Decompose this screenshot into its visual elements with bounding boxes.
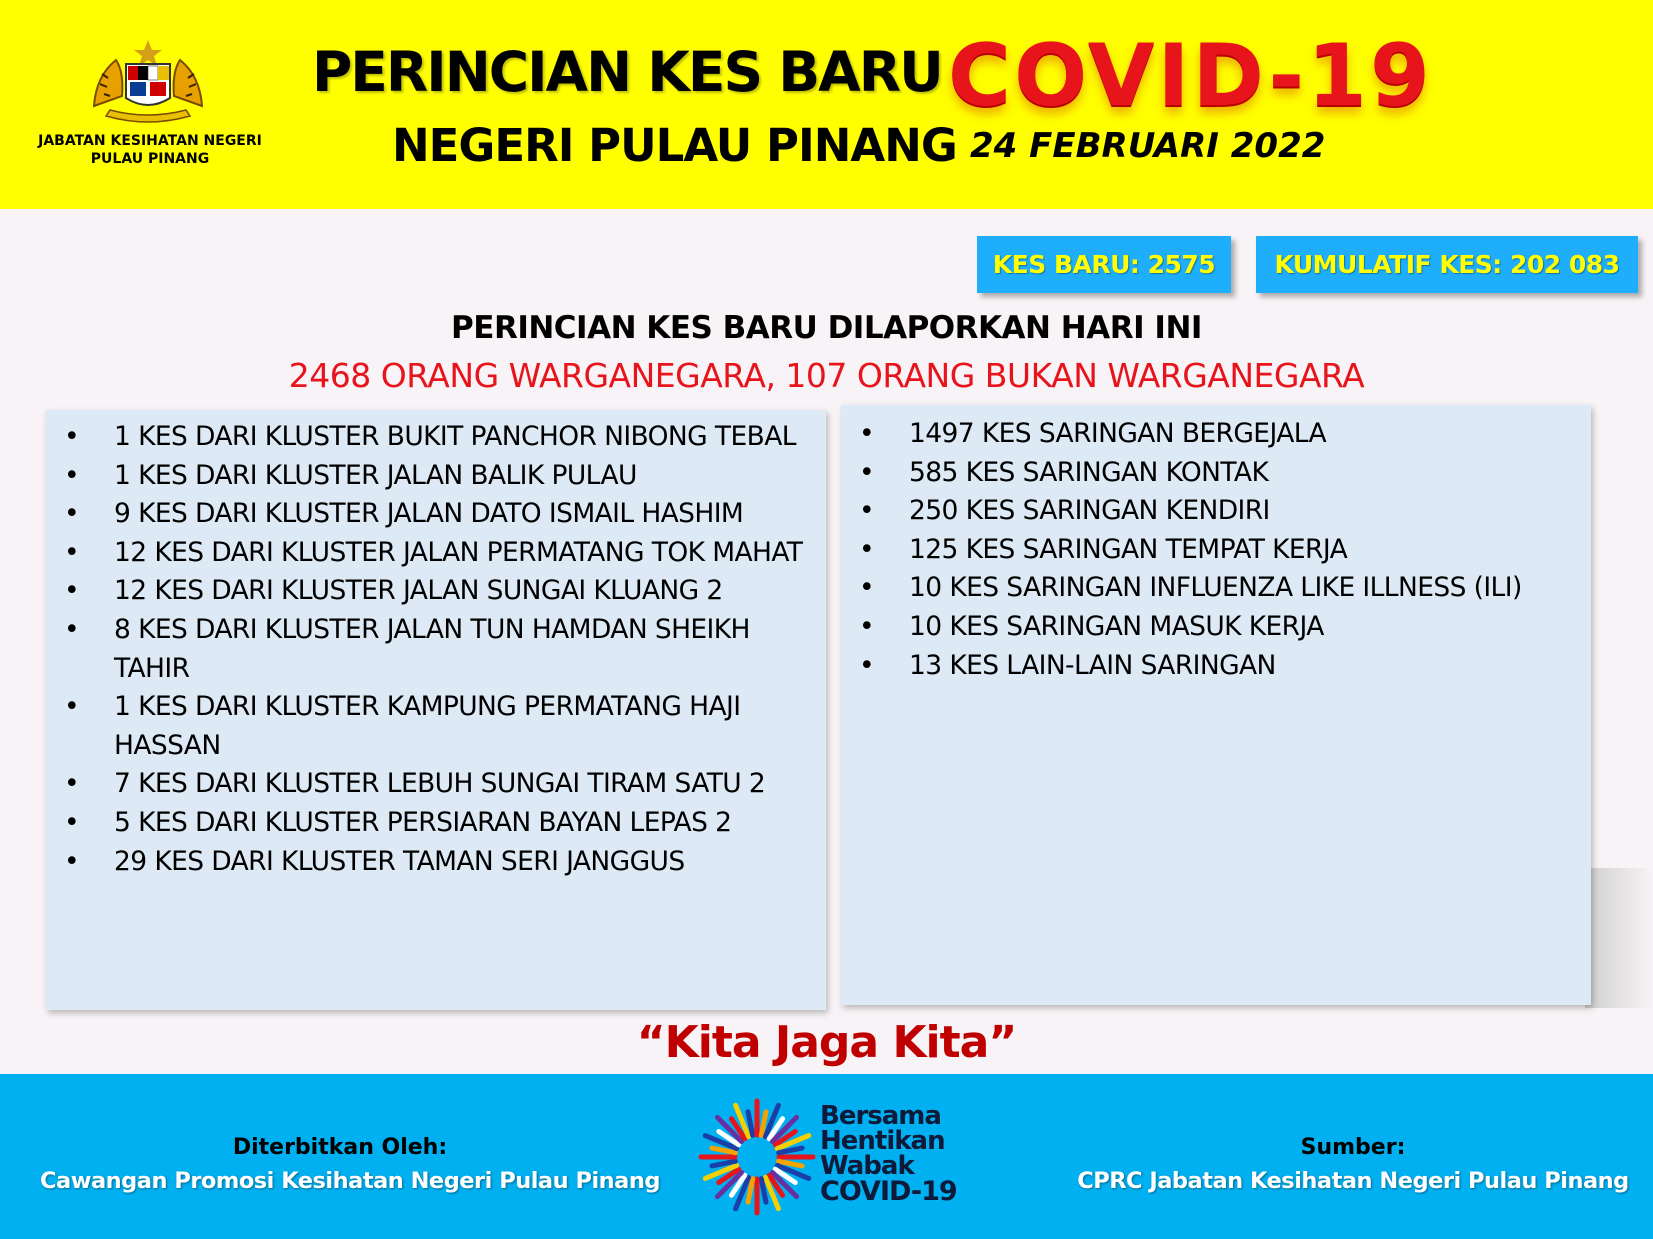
page-title: PERINCIAN KES BARU bbox=[312, 40, 942, 104]
list-item: • 585 KES SARINGAN KONTAK bbox=[909, 454, 1599, 493]
list-item: • 5 KES DARI KLUSTER PERSIARAN BAYAN LEPAS 2 bbox=[114, 804, 814, 843]
list-item: • 9 KES DARI KLUSTER JALAN DATO ISMAIL HASHIM bbox=[114, 495, 814, 534]
list-item: • 10 KES SARINGAN MASUK KERJA bbox=[909, 608, 1599, 647]
list-item: • 12 KES DARI KLUSTER JALAN PERMATANG TOK MAHAT bbox=[114, 534, 814, 573]
campaign-slogan bbox=[820, 1101, 957, 1207]
section-heading: PERINCIAN KES BARU DILAPORKAN HARI INI bbox=[451, 310, 1202, 346]
cumulative-cases-badge: KUMULATIF KES: 202 083 bbox=[1256, 236, 1638, 293]
list-item: • 10 KES SARINGAN INFLUENZA LIKE ILLNESS (ILI) bbox=[909, 569, 1599, 608]
state-title: NEGERI PULAU PINANG bbox=[392, 119, 957, 172]
report-date: 24 FEBRUARI 2022 bbox=[970, 126, 1326, 166]
header-banner bbox=[0, 0, 1653, 209]
cluster-list bbox=[114, 418, 814, 881]
department-name: JABATAN KESIHATAN NEGERI PULAU PINANG bbox=[38, 133, 262, 167]
list-item: • 7 KES DARI KLUSTER LEBUH SUNGAI TIRAM SATU 2 bbox=[114, 765, 814, 804]
covid-title: COVID-19 bbox=[948, 26, 1433, 126]
campaign-line: Bersama bbox=[820, 1101, 941, 1131]
slogan: “Kita Jaga Kita” bbox=[636, 1017, 1017, 1068]
list-item: • 13 KES LAIN-LAIN SARINGAN bbox=[909, 647, 1599, 686]
publisher-name: Cawangan Promosi Kesihatan Negeri Pulau Pinang bbox=[40, 1168, 660, 1194]
list-item: • 12 KES DARI KLUSTER JALAN SUNGAI KLUANG 2 bbox=[114, 572, 814, 611]
campaign-line: COVID-19 bbox=[820, 1176, 957, 1207]
list-item: • 8 KES DARI KLUSTER JALAN TUN HAMDAN SHEIKH TAHIR bbox=[114, 611, 814, 688]
campaign-line: Wabak bbox=[820, 1151, 914, 1181]
list-item: • 1 KES DARI KLUSTER BUKIT PANCHOR NIBONG TEBAL bbox=[114, 418, 814, 457]
campaign-burst-icon bbox=[698, 1098, 816, 1216]
campaign-line: Hentikan bbox=[820, 1126, 945, 1156]
decorative-shadow bbox=[1585, 868, 1653, 1008]
citizenship-breakdown: 2468 ORANG WARGANEGARA, 107 ORANG BUKAN WARGANEGARA bbox=[288, 356, 1365, 395]
source-name: CPRC Jabatan Kesihatan Negeri Pulau Pinang bbox=[1077, 1168, 1629, 1194]
list-item: • 250 KES SARINGAN KENDIRI bbox=[909, 492, 1599, 531]
publisher-label: Diterbitkan Oleh: bbox=[232, 1135, 448, 1160]
list-item: • 1 KES DARI KLUSTER KAMPUNG PERMATANG HAJI HASSAN bbox=[114, 688, 814, 765]
screening-list bbox=[909, 415, 1599, 685]
source-label: Sumber: bbox=[1300, 1135, 1406, 1160]
list-item: • 1497 KES SARINGAN BERGEJALA bbox=[909, 415, 1599, 454]
list-item: • 29 KES DARI KLUSTER TAMAN SERI JANGGUS bbox=[114, 843, 814, 882]
new-cases-badge: KES BARU: 2575 bbox=[977, 236, 1231, 293]
list-item: • 1 KES DARI KLUSTER JALAN BALIK PULAU bbox=[114, 457, 814, 496]
coat-of-arms-logo bbox=[86, 36, 210, 128]
list-item: • 125 KES SARINGAN TEMPAT KERJA bbox=[909, 531, 1599, 570]
